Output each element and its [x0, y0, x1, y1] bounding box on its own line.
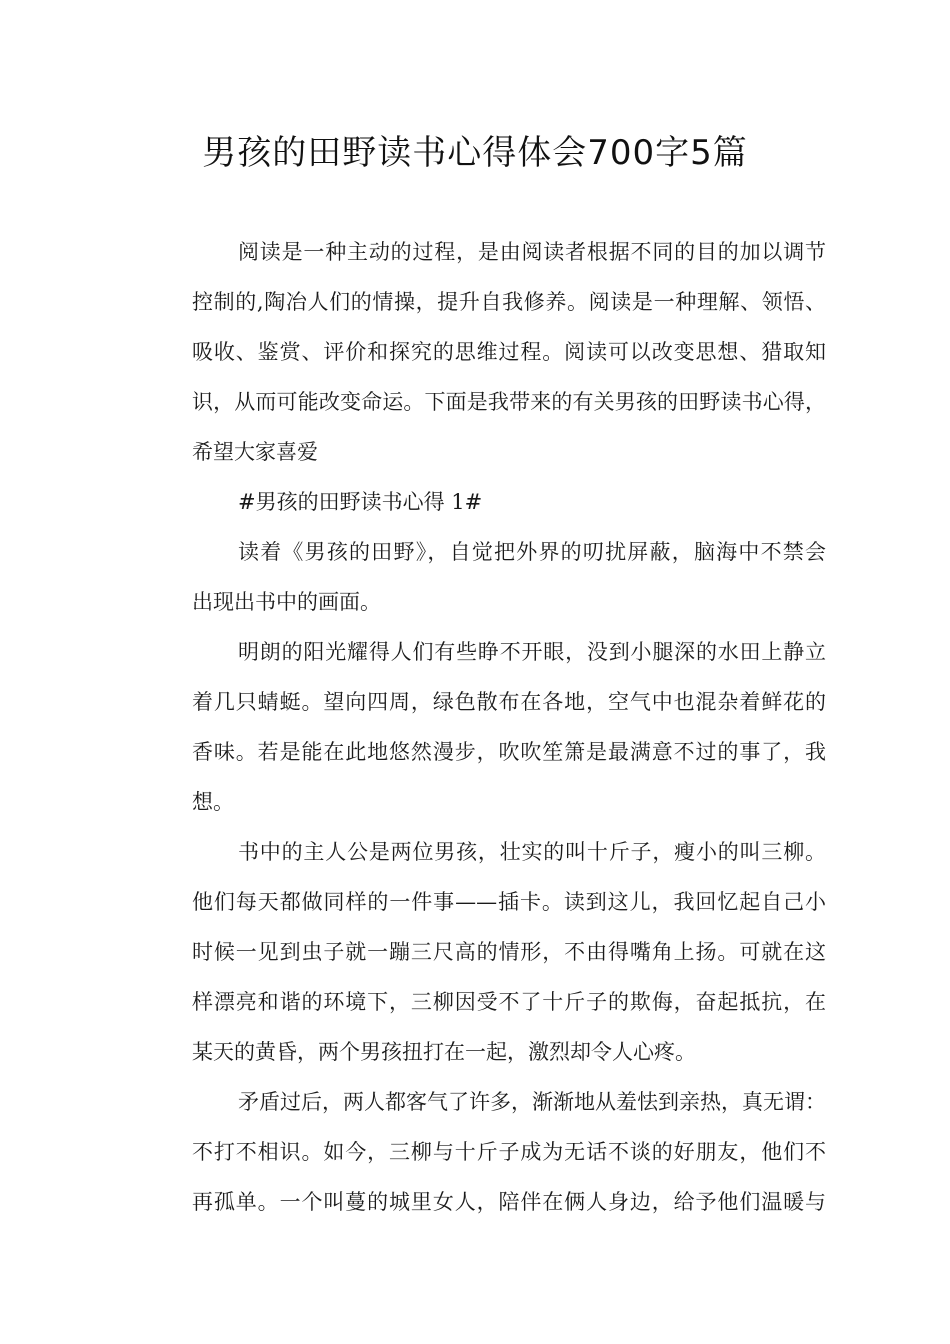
text-line: 明朗的阳光耀得人们有些睁不开眼，没到小腿深的水田上静立 — [238, 640, 826, 664]
text-line: 样漂亮和谐的环境下，三柳因受不了十斤子的欺侮，奋起抵抗，在 — [192, 990, 826, 1014]
paragraph — [146, 1077, 826, 1227]
text-line: 识，从而可能改变命运。下面是我带来的有关男孩的田野读书心得， — [192, 390, 826, 414]
text-line: 阅读是一种主动的过程，是由阅读者根据不同的目的加以调节 — [238, 240, 826, 264]
text-line: 读着《男孩的田野》，自觉把外界的叨扰屏蔽，脑海中不禁会 — [238, 540, 826, 564]
document-body — [146, 227, 826, 1227]
text-line: 控制的,陶冶人们的情操，提升自我修养。阅读是一种理解、领悟、 — [192, 290, 826, 314]
text-line: 某天的黄昏，两个男孩扭打在一起，激烈却令人心疼。 — [192, 1040, 696, 1064]
paragraph — [146, 527, 826, 627]
text-line: 吸收、鉴赏、评价和探究的思维过程。阅读可以改变思想、猎取知 — [192, 340, 826, 364]
text-line: 希望大家喜爱 — [192, 440, 318, 464]
paragraph-intro — [146, 227, 826, 477]
text-line: #男孩的田野读书心得 1# — [238, 490, 483, 514]
paragraph — [146, 627, 826, 827]
text-line: 着几只蜻蜓。望向四周，绿色散布在各地，空气中也混杂着鲜花的 — [192, 690, 826, 714]
section-heading — [146, 477, 826, 527]
text-line: 出现出书中的画面。 — [192, 590, 381, 614]
text-line: 矛盾过后，两人都客气了许多，渐渐地从羞怯到亲热，真无谓： — [238, 1090, 826, 1114]
text-line: 想。 — [192, 790, 234, 814]
text-line: 香味。若是能在此地悠然漫步，吹吹笙箫是最满意不过的事了，我 — [192, 740, 826, 764]
text-line: 再孤单。一个叫蔓的城里女人，陪伴在俩人身边，给予他们温暖与 — [192, 1190, 826, 1214]
text-line: 他们每天都做同样的一件事——插卡。读到这儿，我回忆起自己小 — [192, 890, 826, 914]
document-title: 男孩的田野读书心得体会700字5篇 — [202, 133, 748, 173]
paragraph — [146, 827, 826, 1077]
text-line: 不打不相识。如今，三柳与十斤子成为无话不谈的好朋友，他们不 — [192, 1140, 826, 1164]
text-line: 时候一见到虫子就一蹦三尺高的情形，不由得嘴角上扬。可就在这 — [192, 940, 826, 964]
text-line: 书中的主人公是两位男孩，壮实的叫十斤子，瘦小的叫三柳。 — [238, 840, 826, 864]
